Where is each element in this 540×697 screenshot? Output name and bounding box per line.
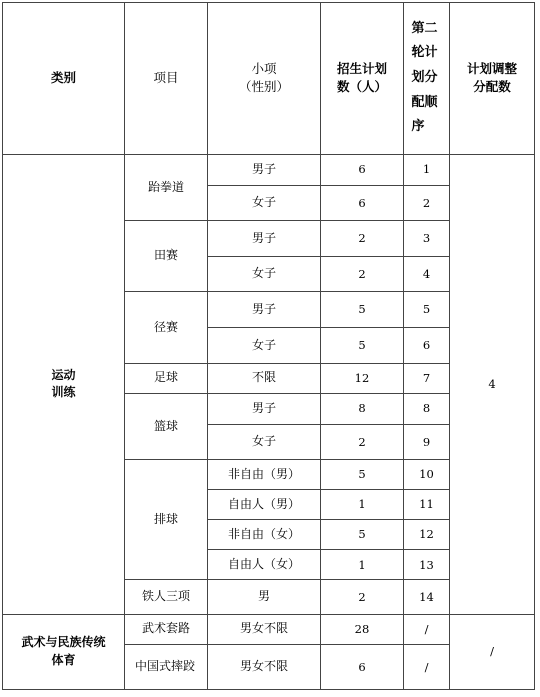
order-cell: 4 — [404, 257, 450, 292]
subitem-cell: 不限 — [208, 363, 321, 393]
subitem-cell: 男女不限 — [208, 644, 321, 689]
quota-cell: 5 — [321, 328, 404, 363]
adjust-cell: / — [450, 614, 535, 689]
category-cell — [3, 614, 125, 689]
subitem-cell: 男子 — [208, 292, 321, 328]
subitem-cell: 非自由（男） — [208, 459, 321, 489]
quota-cell: 5 — [321, 520, 404, 550]
header-quota — [321, 3, 404, 155]
order-cell: 10 — [404, 459, 450, 489]
subitem-cell: 非自由（女） — [208, 520, 321, 550]
header-adjust-line2: 分配数 — [473, 79, 511, 95]
item-cell — [125, 644, 208, 689]
order-cell: 12 — [404, 520, 450, 550]
subitem-cell: 男女不限 — [208, 614, 321, 644]
category-line1: 运动 — [51, 367, 76, 382]
order-cell: / — [404, 614, 450, 644]
quota-cell: 5 — [321, 459, 404, 489]
item-cell: 篮球 — [125, 393, 208, 459]
category-line2: 体育 — [51, 652, 76, 667]
subitem-cell: 男子 — [208, 393, 321, 424]
subitem-cell: 女子 — [208, 328, 321, 363]
header-row — [3, 3, 535, 155]
order-cell: 2 — [404, 185, 450, 220]
table-row — [3, 154, 535, 185]
header-quota-line2: 数（人） — [336, 79, 387, 95]
header-round2-order — [404, 3, 450, 155]
subitem-cell: 自由人（男） — [208, 490, 321, 520]
header-item: 项目 — [125, 3, 208, 155]
header-subitem-line2: （性别） — [238, 79, 289, 95]
quota-cell: 8 — [321, 393, 404, 424]
header-adjust — [450, 3, 535, 155]
quota-cell: 1 — [321, 550, 404, 580]
order-cell: / — [404, 644, 450, 689]
enrollment-plan-table — [2, 2, 535, 690]
subitem-cell: 自由人（女） — [208, 550, 321, 580]
category-line2: 训练 — [51, 385, 76, 400]
quota-cell: 6 — [321, 185, 404, 220]
quota-cell: 2 — [321, 424, 404, 459]
subitem-cell: 男子 — [208, 154, 321, 185]
item-cell: 足球 — [125, 363, 208, 393]
quota-cell: 2 — [321, 257, 404, 292]
header-subitem-line1: 小项 — [251, 61, 277, 77]
adjust-cell: 4 — [450, 154, 535, 614]
header-subitem — [208, 3, 321, 155]
table-row — [3, 614, 535, 644]
order-cell: 8 — [404, 393, 450, 424]
quota-cell: 28 — [321, 614, 404, 644]
order-cell: 9 — [404, 424, 450, 459]
order-cell: 11 — [404, 490, 450, 520]
quota-cell: 6 — [321, 154, 404, 185]
quota-cell: 2 — [321, 220, 404, 256]
quota-cell: 6 — [321, 644, 404, 689]
category-line1: 武术与民族传统 — [21, 635, 106, 650]
order-cell: 7 — [404, 363, 450, 393]
item-cell: 武术套路 — [125, 614, 208, 644]
category-cell — [3, 154, 125, 614]
order-cell: 13 — [404, 550, 450, 580]
item-cell: 排球 — [125, 459, 208, 580]
order-cell: 5 — [404, 292, 450, 328]
subitem-cell: 男子 — [208, 220, 321, 256]
subitem-cell: 女子 — [208, 424, 321, 459]
order-cell: 6 — [404, 328, 450, 363]
order-cell: 1 — [404, 154, 450, 185]
subitem-cell: 女子 — [208, 257, 321, 292]
subitem-cell: 女子 — [208, 185, 321, 220]
subitem-cell: 男 — [208, 580, 321, 614]
quota-cell: 2 — [321, 580, 404, 614]
item-cell: 铁人三项 — [125, 580, 208, 614]
item-cell: 径赛 — [125, 292, 208, 363]
item-cell: 跆拳道 — [125, 154, 208, 220]
quota-cell: 5 — [321, 292, 404, 328]
item-cell: 田赛 — [125, 220, 208, 291]
order-cell: 3 — [404, 220, 450, 256]
order-cell: 14 — [404, 580, 450, 614]
quota-cell: 12 — [321, 363, 404, 393]
header-adjust-line1: 计划调整 — [466, 61, 517, 77]
item-cell-text: 中国式摔跤 — [135, 659, 196, 674]
header-round2-order-text: 第二轮计划分配顺序 — [411, 20, 438, 135]
header-quota-line1: 招生计划 — [336, 61, 387, 77]
header-category: 类别 — [3, 3, 125, 155]
quota-cell: 1 — [321, 490, 404, 520]
